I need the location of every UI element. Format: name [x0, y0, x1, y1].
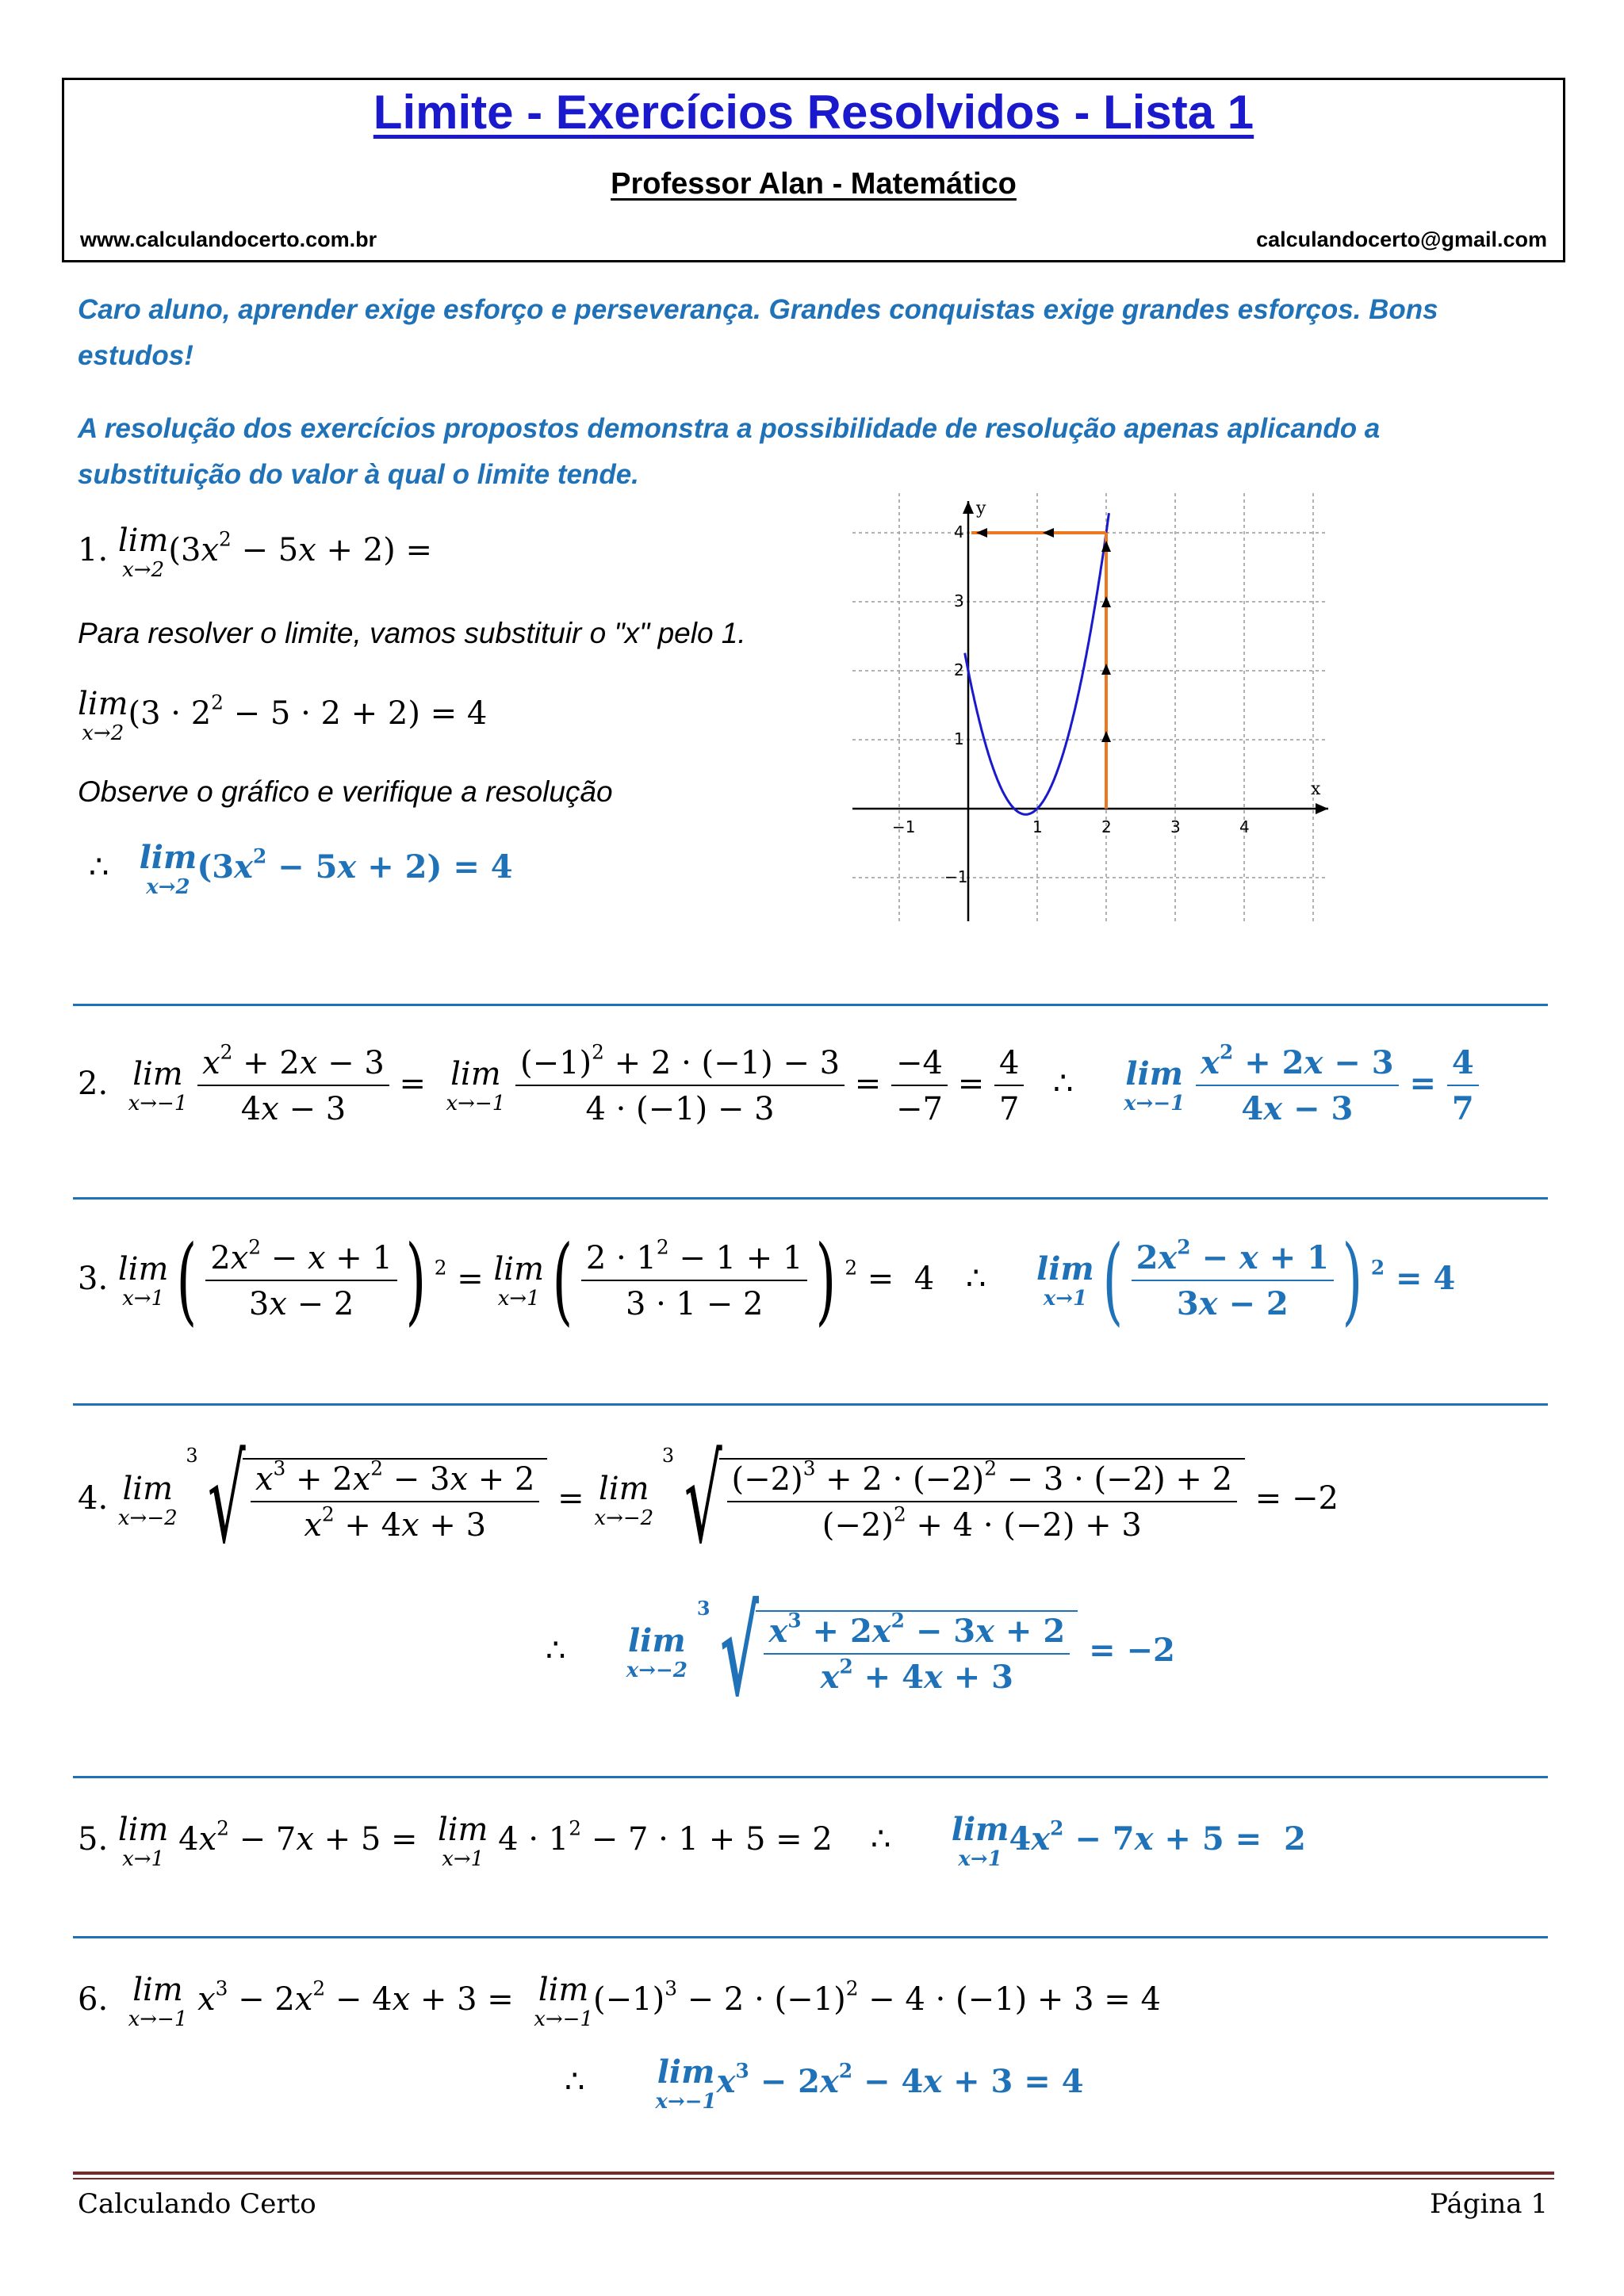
ex6-result: ∴ lim x→−1 $x^3 - 2x^2 - 4x + 3 = 4$ — [565, 2053, 1084, 2114]
y-tick: −1 — [944, 867, 968, 886]
ex4-statement: 4. lim x→−2 3 √ $\frac{x^3 + 2x^2 - 3x + 2}{x^2 + 4x + 3}$ = lim x→−2 3 √ $\frac{(-2)^3 + 2 \cdot (-2)^2 - 3 \cdot (-2) + 2}{(-2)^2 + 4 \cdot (-2) + 3}$ = −2 — [78, 1432, 1339, 1570]
therefore-symbol: ∴ — [546, 1632, 566, 1669]
therefore-symbol: ∴ — [966, 1261, 986, 1297]
ex1-result: ∴ lim x→2 $(3x^2 - 5x + 2) = 4$ — [89, 839, 513, 899]
email-link[interactable]: calculandocerto@gmail.com — [1256, 228, 1547, 251]
therefore-symbol: ∴ — [871, 1821, 891, 1858]
ex1-statement: 1. lim x→2 $(3x^2 - 5x + 2)$ = — [78, 522, 433, 582]
y-tick: 3 — [954, 591, 964, 610]
parabola-graph — [852, 493, 1328, 921]
y-tick: 2 — [954, 660, 964, 679]
y-tick: 1 — [954, 729, 964, 748]
ex1-observe: Observe o gráfico e verifique a resolução — [78, 775, 613, 808]
ex2-result: ∴ lim x→−1 $\frac{x^2 + 2x - 3}{4x - 3}$ = $\frac{4}{7}$ — [1053, 1045, 1479, 1127]
ex1-number: 1. — [78, 532, 109, 568]
x-axis-label: x — [1311, 779, 1321, 799]
ex5-statement: 5. lim x→1 $4x^2 - 7x + 5$ = lim x→1 $4 \cdot 1^2 - 7 \cdot 1 + 5 = 2$ — [78, 1812, 833, 1871]
page-number: Página 1 — [1430, 2188, 1548, 2220]
x-tick: −1 — [892, 817, 916, 836]
separator — [73, 1197, 1548, 1200]
therefore-symbol: ∴ — [565, 2064, 585, 2100]
ex4-result: ∴ lim x→−2 3 √ $\frac{x^3 + 2x^2 - 3x + 2}{x^2 + 4x + 3}$ = −2 — [546, 1583, 1175, 1723]
footer-rule — [73, 2178, 1554, 2179]
ex5-result: ∴ lim x→1 $4x^2 - 7x + 5 = 2$ — [871, 1811, 1306, 1871]
separator — [73, 1936, 1548, 1938]
page-subtitle: Professor Alan - Matemático — [611, 167, 1017, 201]
footer-brand: Calculando Certo — [78, 2188, 316, 2220]
x-tick: 2 — [1101, 817, 1112, 836]
ex3-result: ∴ lim x→1 ( $\frac{2x^2 - x + 1}{3x - 2}$ ) $^2$ = 4 — [966, 1226, 1456, 1336]
footer-rule — [73, 2172, 1554, 2175]
x-tick: 1 — [1032, 817, 1043, 836]
x-tick: 4 — [1239, 817, 1250, 836]
header-box — [62, 78, 1565, 262]
therefore-symbol: ∴ — [89, 849, 109, 886]
ex1-substitution: lim x→2 $(3 \cdot 2^2 - 5 \cdot 2 + 2) = 4$ — [78, 686, 488, 745]
x-tick: 3 — [1170, 817, 1181, 836]
lim-operator: lim x→2 — [117, 522, 169, 582]
therefore-symbol: ∴ — [1053, 1066, 1074, 1102]
ex3-statement: 3. lim x→1 ( $\frac{2x^2 - x + 1}{3x - 2}$ ) $^2$ = lim x→1 ( $\frac{2 \cdot 1^2 - 1 + 1}{3 \cdot 1 - 2}$ ) $^2$ = 4 — [78, 1226, 935, 1336]
ex1-instruction: Para resolver o limite, vamos substituir o "x" pelo 1. — [78, 617, 746, 649]
intro-motivation: Caro aluno, aprender exige esforço e perseverança. Grandes conquistas exige grandes esforços. Bons estudos! — [78, 294, 1438, 371]
ex2-statement: 2. lim x→−1 $\frac{x^2 + 2x - 3}{4x - 3}$ = lim x→−1 $\frac{(-1)^2 + 2 \cdot (-1) - 3}{4 \cdot (-1) - 3}$ = $\frac{-4}{-7}$ = $\frac{4}{7}$ — [78, 1045, 1024, 1127]
separator — [73, 1403, 1548, 1406]
separator — [73, 1004, 1548, 1006]
website-link[interactable]: www.calculandocerto.com.br — [80, 228, 377, 251]
ex6-statement: 6. lim x→−1 $x^3 - 2x^2 - 4x + 3$ = lim x→−1 $(-1)^3 - 2 \cdot (-1)^2 - 4 \cdot (-1) + 3 = 4$ — [78, 1972, 1161, 2031]
graph-grid — [852, 493, 1328, 921]
page-title: Limite - Exercícios Resolvidos - Lista 1 — [373, 86, 1254, 139]
y-tick: 4 — [954, 522, 964, 541]
separator — [73, 1776, 1548, 1778]
y-axis-label: y — [976, 499, 986, 519]
intro-method: A resolução dos exercícios propostos demonstra a possibilidade de resolução apenas aplicando a substituição do valor à qual o limite tende. — [78, 413, 1381, 490]
